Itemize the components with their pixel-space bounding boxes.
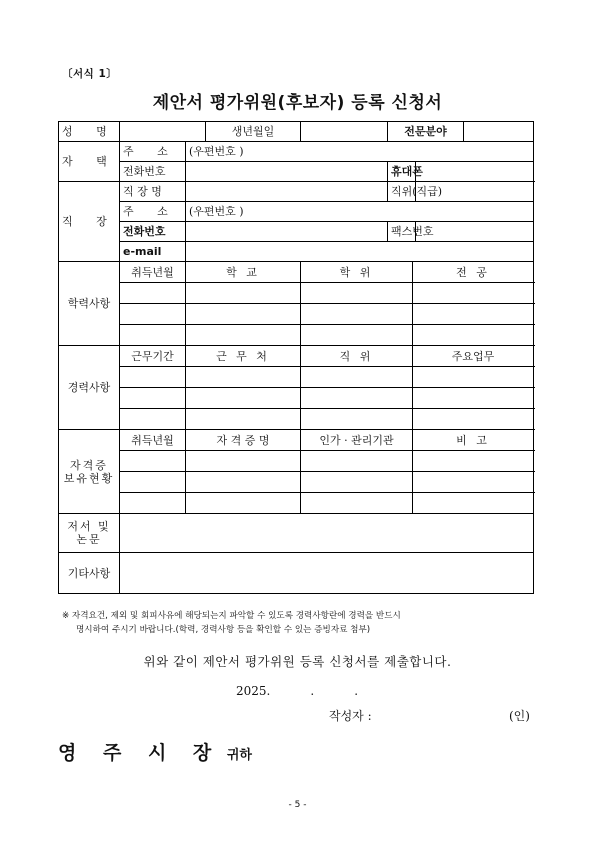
education-cell[interactable] bbox=[301, 325, 413, 346]
application-form-table bbox=[58, 121, 534, 594]
career-header: 근무기간 bbox=[120, 346, 186, 367]
declaration-text: 위와 같이 제안서 평가위원 등록 신청서를 제출합니다. bbox=[143, 654, 452, 669]
birth-field[interactable] bbox=[301, 122, 388, 142]
career-cell[interactable] bbox=[301, 367, 413, 388]
career-cell[interactable] bbox=[120, 388, 186, 409]
work-address-row bbox=[59, 202, 534, 222]
cert-label-line1: 자격증 bbox=[70, 458, 108, 472]
education-header-row bbox=[59, 262, 534, 283]
education-row bbox=[59, 325, 534, 346]
papers-row bbox=[59, 514, 534, 553]
form-number-label: 〔서식 1〕 bbox=[62, 68, 118, 80]
workplace-field[interactable] bbox=[186, 182, 388, 202]
author-label: 작성자 : bbox=[329, 709, 372, 723]
cert-cell[interactable] bbox=[301, 472, 413, 493]
cert-label bbox=[59, 430, 120, 514]
work-phone-label: 전화번호 bbox=[120, 222, 186, 242]
career-row bbox=[59, 367, 534, 388]
career-cell[interactable] bbox=[186, 409, 301, 430]
career-header: 주요업무 bbox=[413, 346, 534, 367]
date-line bbox=[236, 684, 358, 698]
home-phone-row bbox=[59, 162, 534, 182]
career-cell[interactable] bbox=[301, 409, 413, 430]
note-line2: 명시하여 주시기 바랍니다.(학력, 경력사항 등을 확인할 수 있는 증빙자료 첨부) bbox=[76, 625, 371, 635]
cert-cell[interactable] bbox=[301, 451, 413, 472]
home-label: 자 택 bbox=[59, 142, 120, 182]
education-cell[interactable] bbox=[413, 283, 534, 304]
position-label: 직위(직급) bbox=[388, 182, 416, 202]
career-row bbox=[59, 388, 534, 409]
mobile-field[interactable] bbox=[416, 162, 534, 182]
name-row bbox=[59, 122, 534, 142]
cert-header: 자 격 증 명 bbox=[186, 430, 301, 451]
page-number: - 5 - bbox=[288, 800, 307, 810]
specialty-label: 전문분야 bbox=[388, 122, 464, 142]
education-cell[interactable] bbox=[186, 325, 301, 346]
career-cell[interactable] bbox=[120, 409, 186, 430]
career-cell[interactable] bbox=[413, 409, 534, 430]
education-cell[interactable] bbox=[301, 304, 413, 325]
date-month-dot: . bbox=[310, 684, 315, 698]
education-row bbox=[59, 283, 534, 304]
date-day-dot: . bbox=[354, 684, 359, 698]
birth-label: 생년월일 bbox=[206, 122, 301, 142]
education-cell[interactable] bbox=[301, 283, 413, 304]
work-phone-row bbox=[59, 222, 534, 242]
education-header: 학 위 bbox=[301, 262, 413, 283]
cert-cell[interactable] bbox=[186, 472, 301, 493]
home-address-label: 주 소 bbox=[120, 142, 186, 162]
career-cell[interactable] bbox=[413, 367, 534, 388]
home-address-row bbox=[59, 142, 534, 162]
name-label: 성 명 bbox=[59, 122, 120, 142]
career-header: 직 위 bbox=[301, 346, 413, 367]
cert-cell[interactable] bbox=[186, 451, 301, 472]
etc-row bbox=[59, 553, 534, 594]
education-cell[interactable] bbox=[120, 304, 186, 325]
home-phone-field[interactable] bbox=[186, 162, 388, 182]
education-cell[interactable] bbox=[413, 325, 534, 346]
email-label: e-mail bbox=[120, 242, 186, 262]
workplace-row bbox=[59, 182, 534, 202]
career-cell[interactable] bbox=[120, 367, 186, 388]
cert-row bbox=[59, 493, 534, 514]
addressee-name: 영 주 시 장 bbox=[58, 742, 222, 764]
career-cell[interactable] bbox=[301, 388, 413, 409]
career-cell[interactable] bbox=[413, 388, 534, 409]
work-address-field[interactable]: (우편번호 ) bbox=[186, 202, 534, 222]
career-cell[interactable] bbox=[186, 367, 301, 388]
cert-header-row bbox=[59, 430, 534, 451]
cert-cell[interactable] bbox=[120, 493, 186, 514]
note-line1: ※ 자격요건, 제외 및 회피사유에 해당되는지 파악할 수 있도록 경력사항란에 경력을 반드시 bbox=[62, 611, 401, 621]
workplace-label: 직 장 명 bbox=[120, 182, 186, 202]
education-cell[interactable] bbox=[186, 283, 301, 304]
mobile-label: 휴대폰 bbox=[388, 162, 416, 182]
papers-label bbox=[59, 514, 120, 553]
cert-row bbox=[59, 451, 534, 472]
cert-row bbox=[59, 472, 534, 493]
name-field[interactable] bbox=[120, 122, 206, 142]
career-label: 경력사항 bbox=[59, 346, 120, 430]
cert-header: 인가 · 관리기관 bbox=[301, 430, 413, 451]
email-row bbox=[59, 242, 534, 262]
cert-cell[interactable] bbox=[186, 493, 301, 514]
cert-cell[interactable] bbox=[413, 472, 534, 493]
work-phone-field[interactable] bbox=[186, 222, 388, 242]
cert-cell[interactable] bbox=[120, 472, 186, 493]
career-row bbox=[59, 409, 534, 430]
cert-cell[interactable] bbox=[301, 493, 413, 514]
etc-field[interactable] bbox=[120, 553, 534, 594]
education-cell[interactable] bbox=[413, 304, 534, 325]
cert-header: 취득년월 bbox=[120, 430, 186, 451]
document-title: 제안서 평가위원(후보자) 등록 신청서 bbox=[152, 93, 443, 113]
career-header: 근 무 처 bbox=[186, 346, 301, 367]
addressee-suffix: 귀하 bbox=[226, 748, 252, 763]
education-row bbox=[59, 304, 534, 325]
work-address-label: 주 소 bbox=[120, 202, 186, 222]
papers-field[interactable] bbox=[120, 514, 534, 553]
cert-label-line2: 보유현황 bbox=[63, 471, 115, 485]
addressee bbox=[58, 738, 252, 765]
seal-mark: (인) bbox=[509, 709, 530, 723]
career-header-row bbox=[59, 346, 534, 367]
specialty-field[interactable] bbox=[464, 122, 534, 142]
education-cell[interactable] bbox=[186, 304, 301, 325]
education-cell[interactable] bbox=[120, 283, 186, 304]
cert-cell[interactable] bbox=[120, 451, 186, 472]
career-cell[interactable] bbox=[186, 388, 301, 409]
papers-label-line2: 논문 bbox=[76, 533, 102, 546]
home-address-field[interactable]: (우편번호 ) bbox=[186, 142, 534, 162]
date-year: 2025. bbox=[236, 684, 271, 698]
education-cell[interactable] bbox=[120, 325, 186, 346]
education-header: 학 교 bbox=[186, 262, 301, 283]
email-field[interactable] bbox=[186, 242, 534, 262]
education-header: 취득년월 bbox=[120, 262, 186, 283]
papers-label-line1: 저서 및 bbox=[67, 520, 111, 533]
education-label: 학력사항 bbox=[59, 262, 120, 346]
home-phone-label: 전화번호 bbox=[120, 162, 186, 182]
fax-label: 팩스번호 bbox=[388, 222, 416, 242]
instruction-note bbox=[62, 609, 542, 637]
cert-cell[interactable] bbox=[413, 493, 534, 514]
education-header: 전 공 bbox=[413, 262, 534, 283]
etc-label: 기타사항 bbox=[59, 553, 120, 594]
cert-cell[interactable] bbox=[413, 451, 534, 472]
cert-header: 비 고 bbox=[413, 430, 534, 451]
work-label: 직 장 bbox=[59, 182, 120, 262]
